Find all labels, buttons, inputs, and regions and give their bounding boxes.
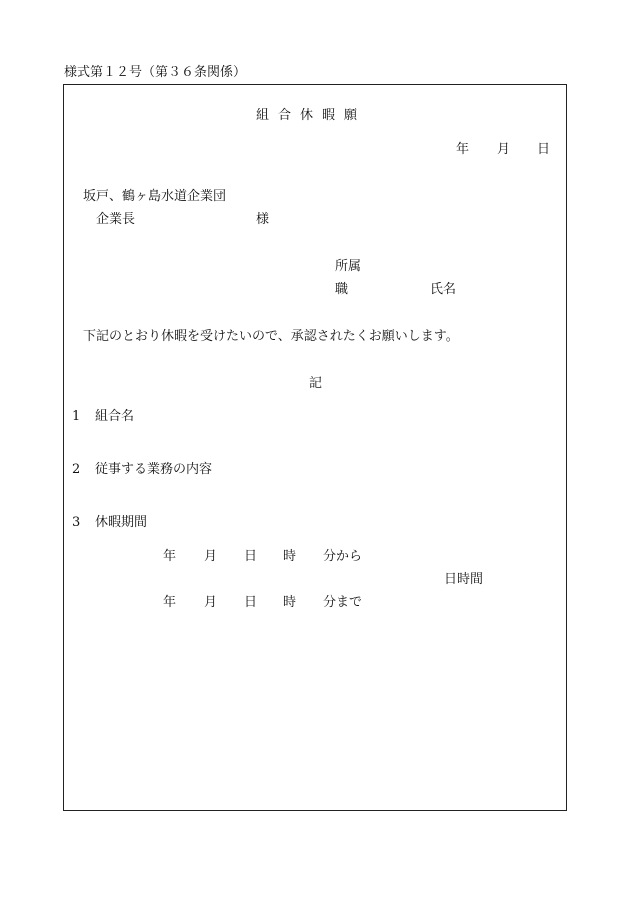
date-year-label: 年 — [456, 142, 470, 157]
period-from-day: 日 — [244, 549, 258, 564]
ki-label: 記 — [309, 376, 323, 391]
period-total-label: 日時間 — [444, 572, 484, 587]
period-until-day: 日 — [244, 595, 258, 610]
item-1-label: 組合名 — [95, 409, 135, 424]
name-label: 氏名 — [430, 282, 457, 297]
form-title: 組合休暇願 — [256, 108, 367, 123]
affiliation-label: 所属 — [335, 259, 362, 274]
period-from-year: 年 — [163, 549, 177, 564]
addressee-position: 企業長 — [96, 212, 136, 227]
item-2-label: 従事する業務の内容 — [95, 462, 213, 477]
period-from-hour: 時 — [283, 549, 297, 564]
request-text: 下記のとおり休暇を受けたいので、承認されたくお願いします。 — [83, 329, 459, 344]
form-number: 様式第１２号（第３６条関係） — [64, 65, 247, 80]
job-label: 職 — [335, 282, 349, 297]
item-3-number: 3 — [72, 515, 81, 530]
date-month-label: 月 — [497, 142, 511, 157]
period-until-month: 月 — [204, 595, 218, 610]
period-until-hour: 時 — [283, 595, 297, 610]
addressee-organization: 坂戸、鶴ヶ島水道企業団 — [83, 189, 227, 204]
item-2-number: 2 — [72, 462, 81, 477]
period-from-month: 月 — [204, 549, 218, 564]
item-3-label: 休暇期間 — [95, 515, 148, 530]
date-day-label: 日 — [537, 142, 551, 157]
addressee-honorific: 様 — [256, 212, 270, 227]
period-until-label: 分まで — [323, 595, 363, 610]
item-1-number: 1 — [72, 409, 81, 424]
period-from-label: 分から — [323, 549, 363, 564]
period-until-year: 年 — [163, 595, 177, 610]
